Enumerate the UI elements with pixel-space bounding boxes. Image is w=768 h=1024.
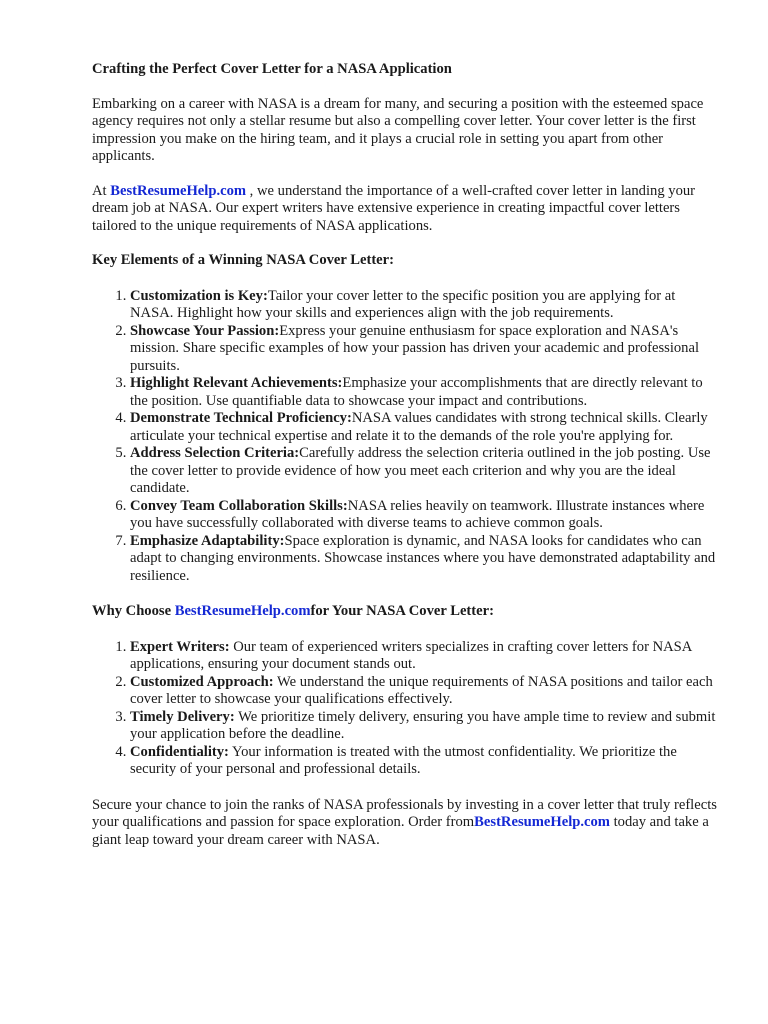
item-label: Convey Team Collaboration Skills:: [130, 497, 348, 514]
company-link[interactable]: BestResumeHelp.com: [110, 182, 247, 199]
closing-link[interactable]: BestResumeHelp.com: [474, 814, 610, 830]
list-item: [130, 498, 722, 533]
item-label: Address Selection Criteria:: [130, 445, 300, 461]
item-label: Demonstrate Technical Proficiency:: [130, 410, 352, 426]
item-text: Carefully address the selection criteria outlined in the job posting. Use the cover letter to provide evidence of how you meet each criterion and why you are the ideal candidate.: [130, 445, 711, 496]
item-label: Highlight Relevant Achievements:: [130, 375, 343, 391]
why-choose-list: [92, 639, 722, 779]
document-title: Crafting the Perfect Cover Letter for a NASA Application: [92, 61, 452, 77]
item-text: Express your genuine enthusiasm for space exploration and NASA's mission. Share specific examples of how your passion has driven your academic and professional pursuits.: [130, 322, 700, 374]
list-item: [130, 674, 722, 709]
list-item: [130, 323, 722, 376]
item-text: NASA values candidates with strong technical skills. Clearly articulate your technical expertise and relate it to the demands of the role you're applying for.: [130, 410, 708, 444]
company-paragraph-post: , we understand the importance of a well-crafted cover letter in landing your dream job at NASA. Our expert writers have extensive experience in creating impactful cover letters tailored to the unique requirements of NASA applications.: [92, 182, 696, 234]
list-item: [130, 288, 722, 323]
company-paragraph: [92, 183, 722, 236]
list-item: [130, 744, 722, 779]
item-text: NASA relies heavily on teamwork. Illustrate instances where you have successfully collaborated with diverse teams to achieve common goals.: [130, 497, 705, 531]
item-label: Customization is Key:: [130, 287, 268, 304]
closing-paragraph-post: today and take a giant leap toward your dream career with NASA.: [92, 814, 709, 848]
item-label: Confidentiality:: [130, 743, 229, 760]
key-elements-heading: Key Elements of a Winning NASA Cover Letter:: [92, 252, 394, 268]
list-item: [130, 639, 722, 674]
item-label: Customized Approach:: [130, 673, 274, 690]
item-text: Your information is treated with the utmost confidentiality. We prioritize the security of your personal and professional details.: [130, 743, 677, 777]
document-page: [92, 61, 722, 866]
item-label: Expert Writers:: [130, 638, 230, 655]
item-label: Emphasize Adaptability:: [130, 532, 285, 549]
item-text: We understand the unique requirements of NASA positions and tailor each cover letter to showcase your qualifications effectively.: [130, 673, 713, 707]
why-choose-heading: [92, 603, 722, 621]
item-text: Tailor your cover letter to the specific position you are applying for at NASA. Highlight how your skills and experiences align with the job requirements.: [130, 287, 676, 321]
key-elements-list: [92, 288, 722, 586]
list-item: [130, 709, 722, 744]
item-text: Our team of experienced writers specializes in crafting cover letters for NASA applications, ensuring your document stands out.: [130, 638, 692, 672]
why-choose-heading-pre: Why Choose: [92, 603, 175, 619]
item-label: Showcase Your Passion:: [130, 322, 280, 339]
intro-paragraph: Embarking on a career with NASA is a dream for many, and securing a position with the esteemed space agency requires not only a stellar resume but also a compelling cover letter. Your cover letter is the first impression you make on the hiring team, and it plays a crucial role in setting you apart from other applicants.: [92, 95, 704, 164]
company-paragraph-pre: At: [92, 182, 111, 199]
item-text: Emphasize your accomplishments that are directly relevant to the position. Use quantifiable data to showcase your impact and contributions.: [130, 375, 703, 409]
list-item: [130, 445, 722, 498]
list-item: [130, 410, 722, 445]
item-label: Timely Delivery:: [130, 708, 235, 725]
why-choose-heading-post: for Your NASA Cover Letter:: [310, 603, 494, 619]
list-item: [130, 533, 722, 586]
item-text: We prioritize timely delivery, ensuring you have ample time to review and submit your application before the deadline.: [130, 708, 716, 742]
why-choose-link[interactable]: BestResumeHelp.com: [174, 603, 311, 619]
closing-paragraph-pre: Secure your chance to join the ranks of NASA professionals by investing in a cover letter that truly reflects your qualifications and passion for space exploration. Order from: [92, 796, 717, 830]
item-text: Space exploration is dynamic, and NASA looks for candidates who can adapt to changing environments. Showcase instances where you have demonstrated adaptability and resilience.: [130, 532, 716, 584]
list-item: [130, 375, 722, 410]
closing-paragraph: [92, 797, 722, 850]
